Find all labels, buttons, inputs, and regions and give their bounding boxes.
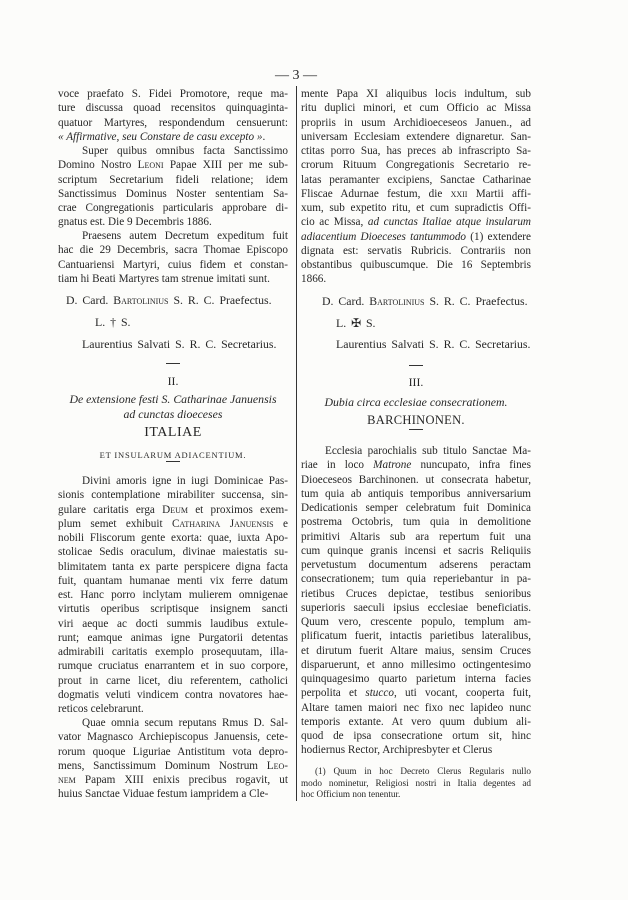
text-line: Dedicationis semper celebratum fuit Dominica [301,502,531,514]
text-line: Ecclesia parochialis sub titulo Sanctae Ma- [325,445,531,457]
italic-text: adiacentium Dioeceses tantummodo [301,230,467,243]
text-line: rorum quoque Liguriae Antistitum vota depro- [58,745,288,758]
text-line [301,686,531,700]
text-line: universam Ecclesiam extendere dignaretur. San- [301,130,531,143]
text-line: latas peramanter excipiens, Sanctae Catharinae [301,173,531,186]
text-line: De extensione festi S. Catharinae Januensis [69,392,277,406]
text-line: rumque cruciatus enarrantem et in suo corpore, [58,660,288,673]
text-line: Sanctissimus Dominus Noster sententiam Sa- [58,187,288,200]
text-run: D. Card. [322,294,370,308]
text-run: S. R. C. Praefectus. [168,293,272,307]
signature-line [66,293,288,307]
text-line: prout in carne licet, diu referentem, catholici [58,674,288,687]
text-line [322,294,531,308]
section-title [301,395,531,410]
small-caps-text: xxii [450,187,468,200]
text-line: quatuor Martyres, respondendum censuerunt: [58,116,288,129]
text-line [301,215,531,229]
text-line [58,503,288,517]
text-run: riae in loco [301,459,374,472]
small-caps-text: Bartolinius [113,293,169,307]
text-line: ET INSULARUM ADIACENTIUM. [99,450,247,460]
text-line: runt; eamque animas igne Purgatorii detentas [58,631,288,644]
paragraph [58,144,288,230]
signature-line [336,316,531,330]
small-caps-text: Deum [162,503,188,516]
text-run: perpolita et [301,687,366,700]
text-line: tiam hi Beati Martyres tam strenue imitati sunt. [58,272,270,285]
small-caps-text: Catharina Januensis [171,517,274,530]
text-line: propriis in usum Archidioeceseos Januen., ad [301,116,531,129]
text-line [301,187,531,201]
text-line: Super quibus omnibus facta Sanctissimo [82,145,288,157]
text-run: nuncupato, infra fines [411,459,531,472]
text-line: tum quia ab antiquis temporibus anniversarium [301,487,531,500]
text-line: hac die 29 Decembris, sacra Thomae Episcopo [58,244,288,257]
text-line: sionis contemplatione mirabiliter succensa, sin- [58,489,288,502]
text-run: Domino Nostro [58,159,138,172]
text-run: plum semet exhibuit [58,517,172,530]
separator-dash [166,363,180,364]
text-line: blimitatem tanta ex parte perspicere digna facta [58,560,288,573]
text-run: Martii affi- [467,187,531,200]
text-line: gnatus est. Die 9 Decembris 1886. [58,216,212,229]
text-line: Quum vero, crescente populo, templum am- [301,616,531,628]
text-line: L. † S. [95,315,131,329]
separator-dash [409,429,423,430]
signature-line [95,315,288,329]
text-line [58,773,288,787]
text-line: huius Sanctae Viduae festum iampridem a Cle- [58,788,269,801]
text-line: Dubia circa ecclesiae consecrationem. [324,395,508,409]
text-line: admirabili caritatis exemplo prosequutam, illa- [58,646,288,658]
italic-text: stucco [365,687,394,700]
left-column [58,0,288,900]
italic-text: Matrone [373,459,412,472]
text-line: (1) Quum in hoc Decreto Clerus Regularis nullo [315,766,531,776]
text-line [58,130,288,144]
text-line: obstantibus quibuscumque. Die 16 Septembris [301,259,531,271]
text-line: Divini amoris igne in iugi Dominicae Pas- [82,475,288,487]
text-line: Cantuariensi Martyri, cuius fidem et constan- [58,258,288,271]
text-line: rietibus Cruces depictae, testibus senioribus [301,587,531,600]
text-line: crorum Rituum Congregationis Secretario re- [301,159,531,172]
text-line [58,158,288,172]
text-line: cum quinque granis incensi et sacris Reliquiis [301,544,531,557]
text-line: 1866. [301,273,327,286]
text-line [66,293,288,307]
text-line: et dirutum fuerit Altare maius, sensim Cruces [301,644,531,657]
text-line [301,230,531,244]
paragraph [301,444,531,758]
text-line: reticos celebrarunt. [58,703,144,715]
text-run: mens, Sanctissimum Dominum Nostrum [58,759,267,772]
text-line: superioris saeculi ipsius ecclesiae beneficiatis. [301,601,531,614]
text-line: III. [408,375,424,389]
text-line: dogmatis veluti vindicem contra novatores hae- [58,688,288,701]
text-run: D. Card. [66,293,114,307]
text-line: hodiernus Rector, Archipresbyter et Clerus [301,744,493,757]
text-line: quinquagesimo quarto parietum interna facies [301,673,531,685]
section-number [58,374,288,388]
text-line: mente Papa XI aliquibus locis indultum, sub [301,88,531,100]
text-line: disparuerunt, et anno millesimo octingentesimo [301,658,531,671]
text-line: quod de ipsa consecratione ortum sit, hinc [301,730,531,742]
text-line: stolicae Sedis oraculum, divinae maiestatis su- [58,546,288,559]
small-caps-text: Leo- [266,759,288,772]
signature-line [82,337,288,351]
column-divider [296,86,297,801]
text-line: viri aeque ac docti summis laudibus extule- [58,617,288,630]
text-run: et proximos exem- [187,503,288,516]
text-line: xum, sub expetito ritu, et cum supradictis Offi- [301,202,531,214]
italic-text: ad cunctas Italiae atque insularum [367,216,531,229]
text-line: ad cunctas dioeceses [123,407,223,421]
text-line: ITALIAE [144,425,202,440]
text-line: primitivi Altaris sub ara repertum fuit una [301,530,531,543]
text-line: vator Magnasco Archiepiscopus Januensis, cete- [58,731,288,744]
small-caps-text: Bartolinius [369,294,425,308]
text-run: gulare caritatis erga [58,503,163,516]
text-line: pervetustum documentum adserens peractam [301,559,531,571]
section-number [301,375,531,389]
separator-dash [166,461,180,462]
text-line: plificatum fuerit, intactis parietibus lateralibus, [301,630,531,643]
small-caps-text: Leoni [137,159,164,172]
text-line [301,458,531,472]
section-heading [58,426,288,440]
text-line: Praesens autem Decretum expeditum fuit [82,230,288,242]
page-number: — 3 — [275,68,317,83]
right-column [301,0,531,900]
text-run: Papam XIII enixis precibus rogavit, ut [75,774,288,786]
separator-dash [409,365,423,366]
text-line: crae Congregationis particularis approbare di- [58,202,288,214]
text-line: hoc Officium non tenentur. [301,789,401,799]
text-line: Altare tamen maiori nec fixo nec lapideo nunc [301,701,531,714]
text-run: e [273,517,289,530]
text-line: ritu duplici minori, et cum Officio ac Missa [301,102,531,115]
section-title [58,392,288,422]
text-line: est. Hanc porro inclytam mulierem omnigenae [58,589,288,601]
paragraph [301,87,531,287]
text-line: consecrationem; tum quia reperiebantur in pa- [301,573,531,586]
text-line: BARCHINONEN. [367,413,465,427]
text-line: temporis extante. At vero quum dubium ali- [301,715,531,728]
text-line: II. [167,374,179,388]
text-line: postrema Octobris, tum quia in demolitione [301,516,531,529]
text-line: nobili Fliscorum gente exorta: quae, iuxta Apo- [58,532,288,544]
section-heading [301,413,531,427]
text-line: Quae omnia secum reputans Rmus D. Sal- [82,717,288,729]
footnote [301,766,531,801]
text-line: L. ✠ S. [336,316,376,330]
italic-text: « Affirmative, seu Constare de casu excepto » [58,130,263,143]
paragraph [58,474,288,716]
text-line: ture discussa quoad recensitos quinquaginta- [58,102,288,115]
text-run: . [262,130,266,143]
text-run: Fliscae Adurnae festum, die [301,187,451,200]
text-run: (1) extendere [466,230,531,243]
text-line: Laurentius Salvati S. R. C. Secretarius. [82,337,277,351]
paragraph [58,716,288,802]
text-line: modo nominetur, Religiosi nostri in Italia degentes ad [301,777,531,788]
small-caps-text: nem [58,774,76,786]
text-line: Dioeceseos Barchinonen. ut consecrata habetur, [301,473,531,486]
text-run: S. R. C. Praefectus. [424,294,528,308]
text-run: cio ac Missa, [301,216,368,229]
paragraph [58,229,288,286]
text-line: scriptum Secretarium fideli relatione; idem [58,173,288,186]
text-line [58,759,288,773]
text-line: dignata est: servatis Rubricis. Contrariis non [301,244,531,257]
paragraph [58,87,288,144]
text-run: , uti vocant, cooperta fuit, [393,687,531,700]
text-line: voce praefato S. Fidei Promotore, reque ma- [58,88,288,100]
signature-line [336,337,531,351]
text-line [58,517,288,531]
text-line: ctitas porro Sua, has preces ab infrascripto Sa- [301,145,531,157]
signature-line [322,294,531,308]
text-run: Papae XIII per me sub- [163,159,289,172]
text-line: virtutis operibus scriptisque insignem sancti [58,603,288,616]
text-line: fuit, quantam humanae menti vix ferre datum [58,574,288,587]
text-line: Laurentius Salvati S. R. C. Secretarius. [336,337,531,351]
